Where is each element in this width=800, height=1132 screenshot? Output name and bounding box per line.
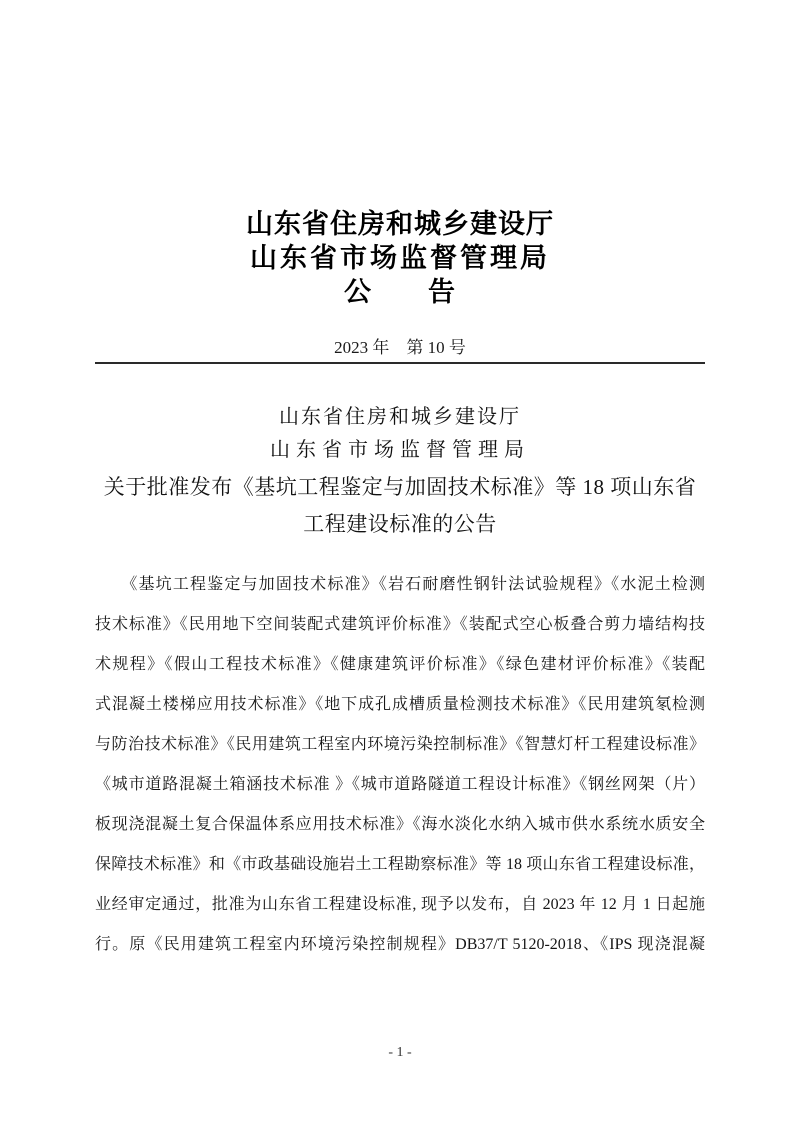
issue-number: 2023 年 第 10 号	[334, 338, 466, 357]
body-line: 术规程》《假山工程技术标准》《健康建筑评价标准》《绿色建材评价标准》《装配	[95, 656, 705, 673]
notice-org-line-2: 山东省市场监督管理局	[270, 439, 530, 461]
body-line: 《城市道路混凝土箱涵技术标准 》《城市道路隧道工程设计标准》《钢丝网架（片）	[95, 776, 705, 793]
body-line: 与防治技术标准》《民用建筑工程室内环境污染控制标准》《智慧灯杆工程建设标准》	[95, 736, 705, 753]
body-line: 行。原《民用建筑工程室内环境污染控制规程》DB37/T 5120-2018、《IPS 现浇混凝	[95, 936, 705, 953]
page-number: - 1 -	[388, 1045, 412, 1060]
body-line: 保障技术标准》和《市政基础设施岩土工程勘察标准》等 18 项山东省工程建设标准，	[95, 856, 705, 873]
issuing-org-title-1: 山东省住房和城乡建设厅	[246, 209, 554, 239]
notice-heading-block	[0, 405, 800, 543]
page-footer	[0, 1044, 800, 1062]
document-header	[0, 207, 800, 364]
notice-heading-line-1: 关于批准发布《基坑工程鉴定与加固技术标准》等 18 项山东省	[103, 475, 697, 499]
body-line: 《基坑工程鉴定与加固技术标准》《岩石耐磨性钢针法试验规程》《水泥土检测	[95, 576, 705, 593]
body-line: 式混凝土楼梯应用技术标准》《地下成孔成槽质量检测技术标准》《民用建筑氡检测	[95, 696, 705, 713]
notice-heading-line-2: 工程建设标准的公告	[303, 512, 497, 536]
body-line: 板现浇混凝土复合保温体系应用技术标准》《海水淡化水纳入城市供水系统水质安全	[95, 816, 705, 833]
header-divider-rule	[95, 362, 705, 364]
announcement-title: 公 告	[344, 277, 456, 307]
issuing-org-title-2: 山东省市场监督管理局	[250, 243, 550, 273]
body-line: 技术标准》《民用地下空间装配式建筑评价标准》《装配式空心板叠合剪力墙结构技	[95, 616, 705, 633]
notice-org-line-1: 山东省住房和城乡建设厅	[279, 406, 521, 428]
body-line: 业经审定通过，批准为山东省工程建设标准, 现予以发布，自 2023 年 12 月 1 日起施	[95, 896, 705, 913]
body-paragraph	[95, 565, 705, 965]
